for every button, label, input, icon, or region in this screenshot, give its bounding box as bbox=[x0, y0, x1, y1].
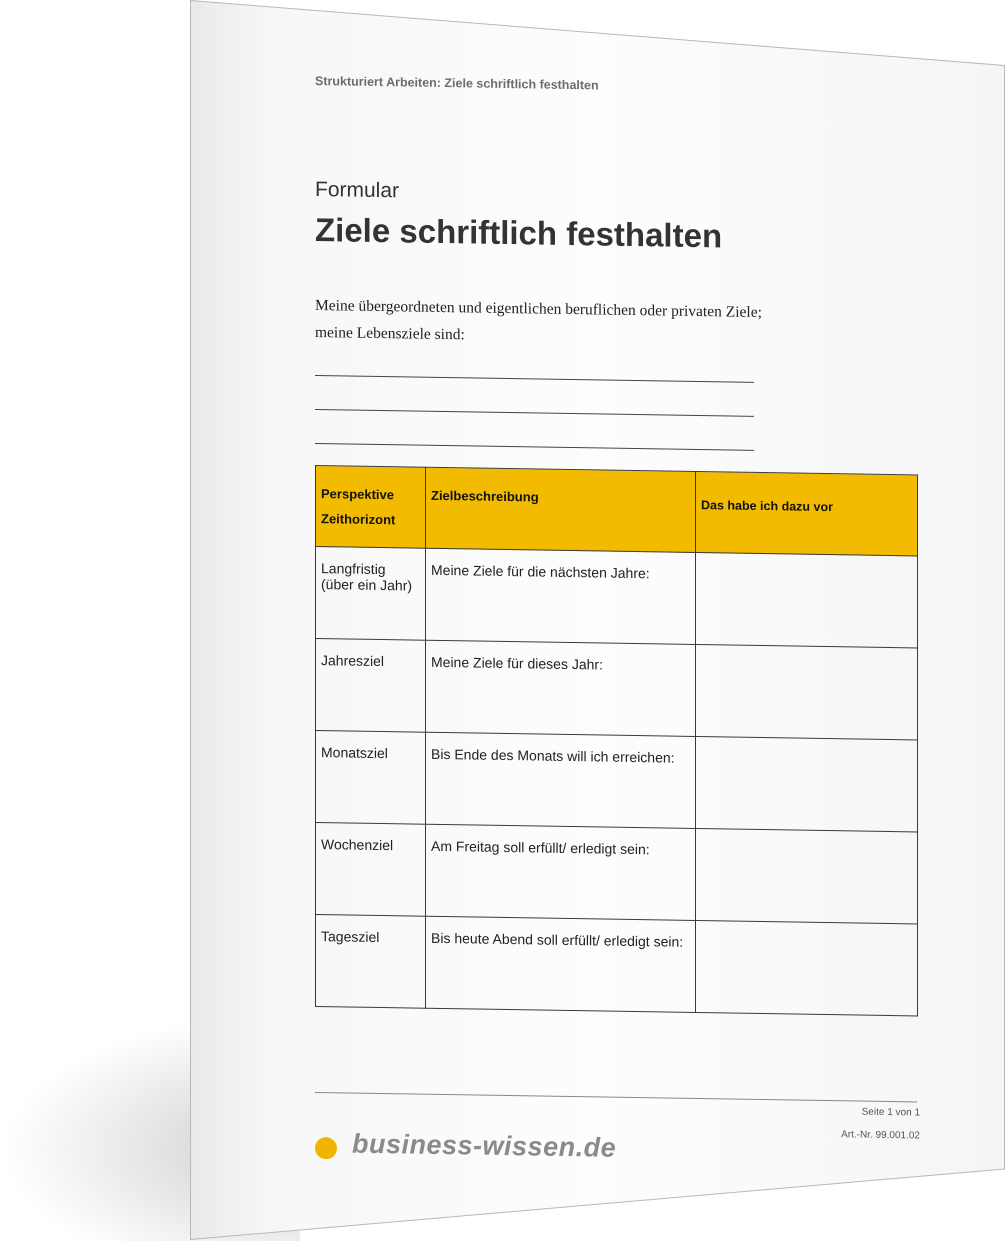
plan-cell[interactable] bbox=[696, 828, 918, 923]
table-row bbox=[316, 915, 918, 1016]
running-header: Strukturiert Arbeiten: Ziele schriftlich festhalten bbox=[315, 74, 599, 93]
description-cell[interactable]: Meine Ziele für dieses Jahr: bbox=[426, 640, 696, 736]
page-number: Seite 1 von 1 bbox=[861, 1106, 920, 1119]
table-header-row bbox=[316, 466, 918, 556]
plan-cell[interactable] bbox=[696, 552, 918, 647]
answer-line-3[interactable] bbox=[315, 443, 754, 451]
goals-table bbox=[315, 465, 918, 1016]
brand-logo-text: business-wissen.de bbox=[352, 1128, 617, 1163]
document-title: Ziele schriftlich festhalten bbox=[315, 211, 723, 255]
perspective-cell: Langfristig (über ein Jahr) bbox=[316, 547, 426, 641]
plan-cell[interactable] bbox=[696, 920, 918, 1015]
footer-divider bbox=[315, 1092, 917, 1102]
header-perspective bbox=[316, 466, 426, 549]
description-cell[interactable]: Am Freitag soll erfüllt/ erledigt sein: bbox=[426, 824, 696, 920]
table-row bbox=[316, 639, 918, 740]
header-perspective-line2: Zeithorizont bbox=[321, 511, 396, 528]
table-row bbox=[316, 731, 918, 832]
perspective-cell: Jahresziel bbox=[316, 639, 426, 733]
plan-cell[interactable] bbox=[696, 644, 918, 739]
page-content bbox=[315, 0, 920, 1251]
document-type: Formular bbox=[315, 178, 400, 203]
plan-cell[interactable] bbox=[696, 736, 918, 831]
description-cell[interactable]: Bis heute Abend soll erfüllt/ erledigt sein: bbox=[426, 916, 696, 1012]
header-perspective-line1: Perspektive bbox=[321, 486, 394, 503]
header-plan: Das habe ich dazu vor bbox=[696, 471, 918, 555]
perspective-cell: Wochenziel bbox=[316, 823, 426, 917]
article-number: Art.-Nr. 99.001.02 bbox=[841, 1129, 920, 1142]
table-row bbox=[316, 823, 918, 924]
perspective-cell: Monatsziel bbox=[316, 731, 426, 825]
answer-line-2[interactable] bbox=[315, 409, 754, 417]
perspective-cell: Tagesziel bbox=[316, 915, 426, 1009]
description-cell[interactable]: Meine Ziele für die nächsten Jahre: bbox=[426, 548, 696, 644]
description-cell[interactable]: Bis Ende des Monats will ich erreichen: bbox=[426, 732, 696, 828]
brand-dot-icon bbox=[315, 1137, 337, 1159]
intro-line-1: Meine übergeordneten und eigentlichen beruflichen oder privaten Ziele; bbox=[315, 297, 762, 322]
answer-line-1[interactable] bbox=[315, 375, 754, 383]
intro-text bbox=[315, 292, 785, 353]
header-description: Zielbeschreibung bbox=[426, 467, 696, 552]
table-row bbox=[316, 547, 918, 648]
intro-line-2: meine Lebensziele sind: bbox=[315, 324, 465, 344]
